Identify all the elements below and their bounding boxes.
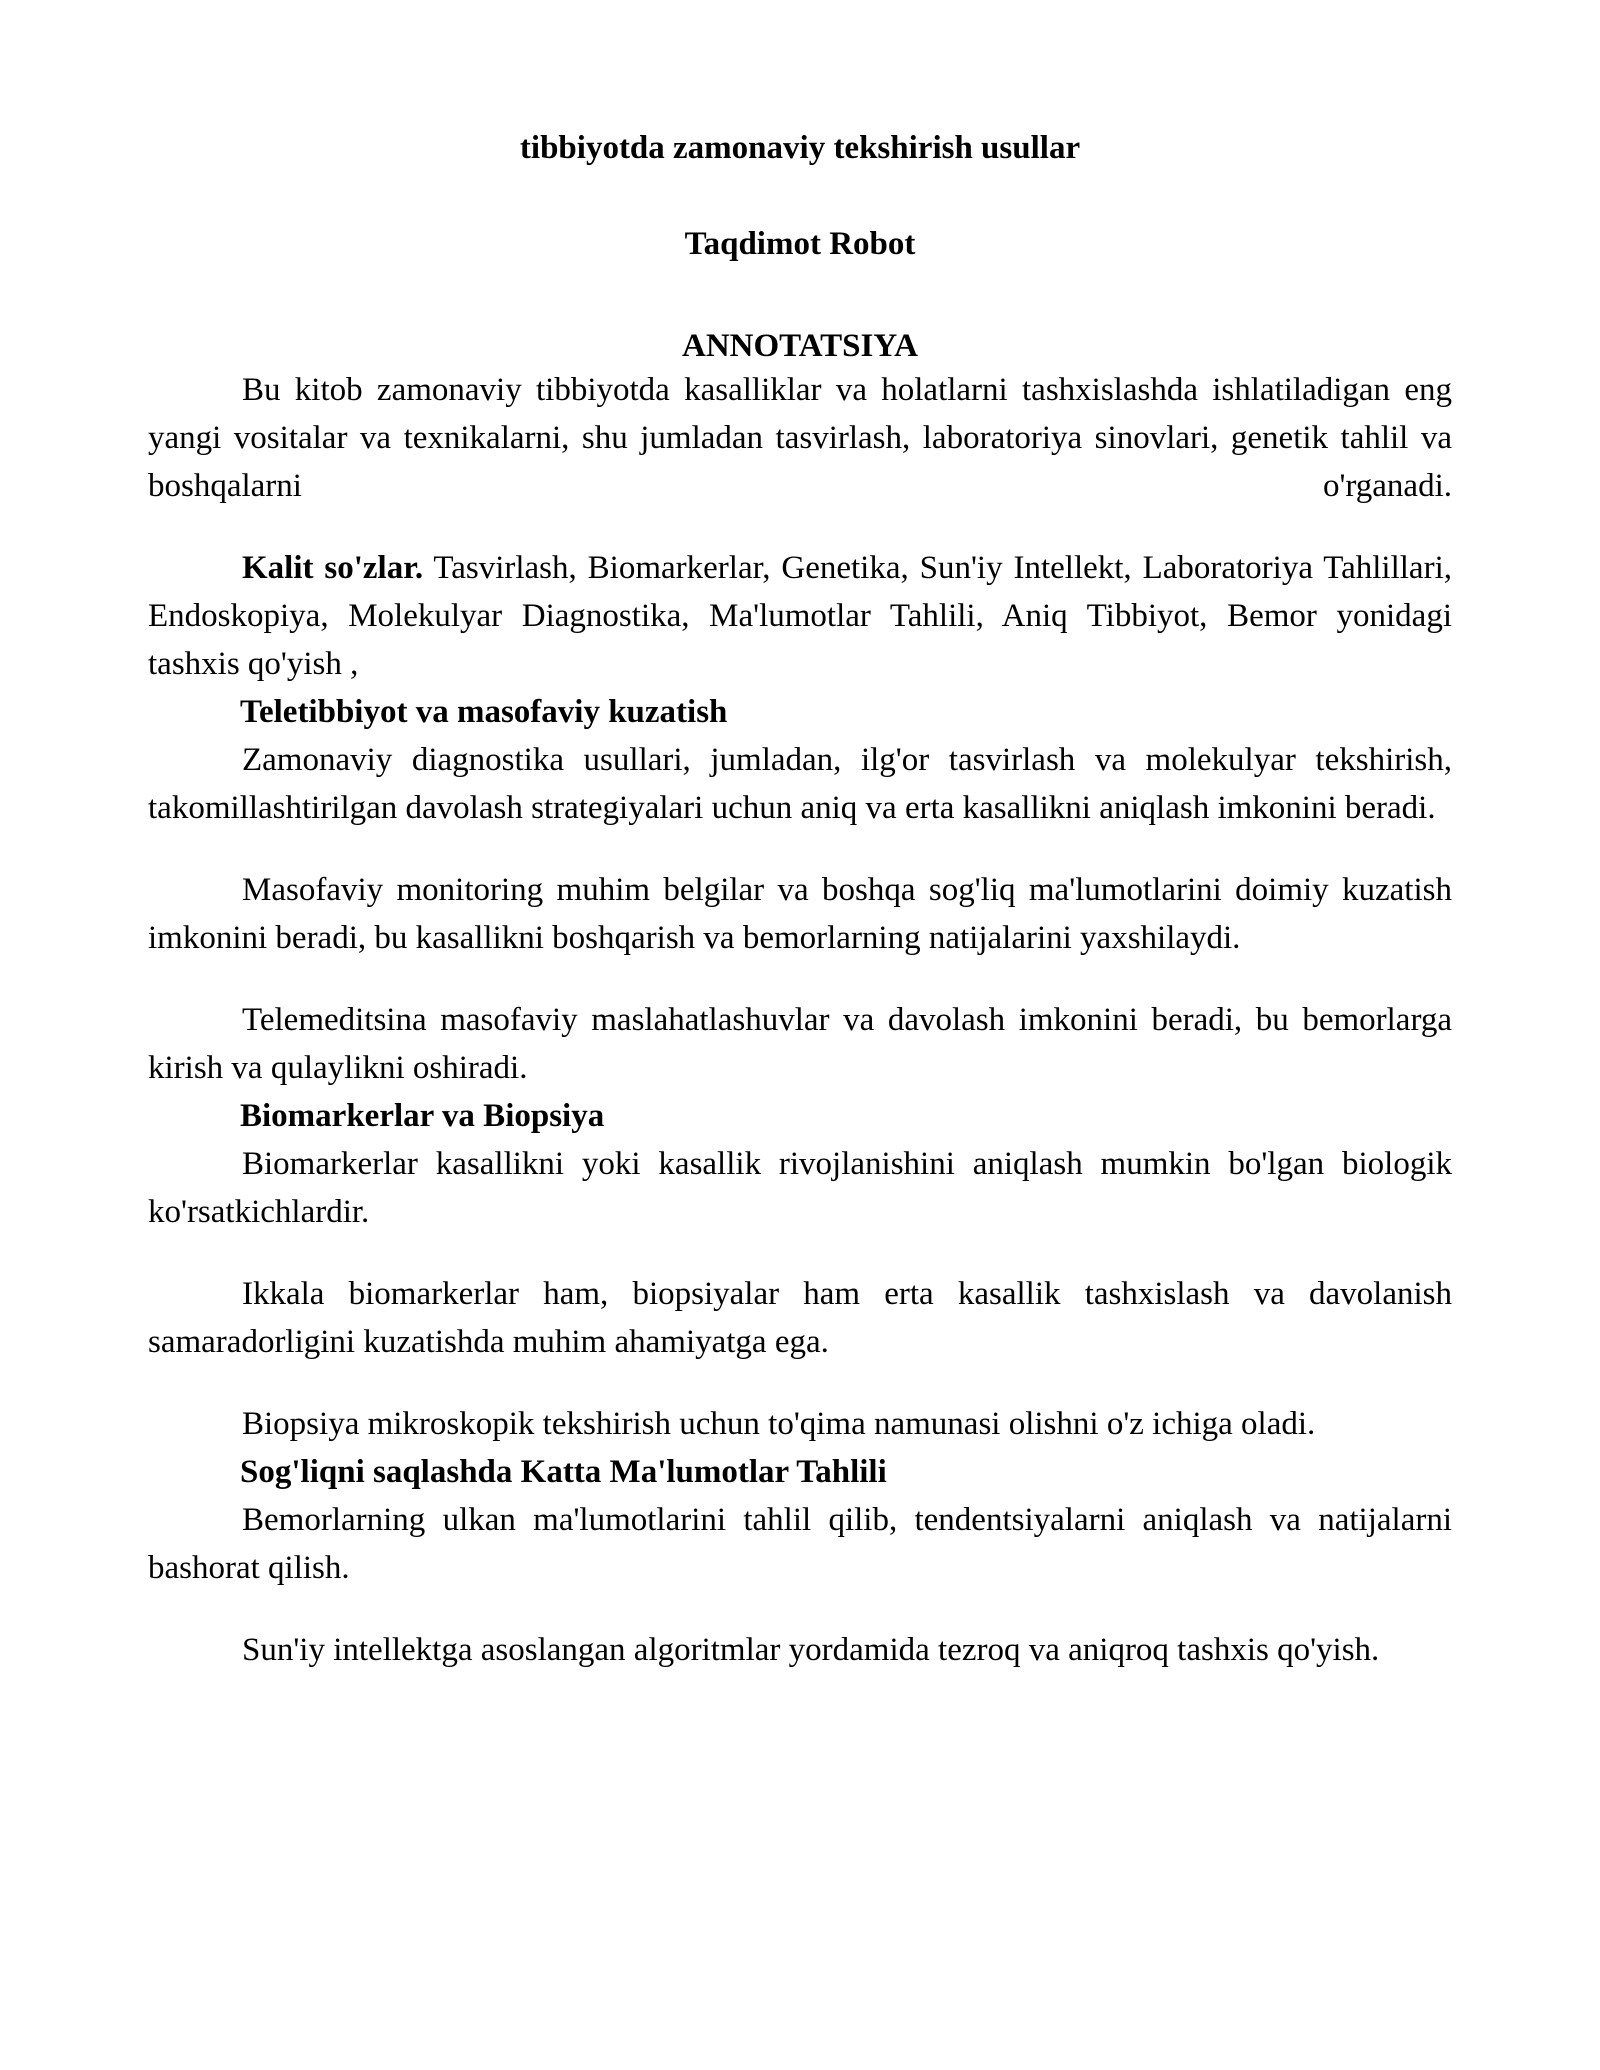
document-title: tibbiyotda zamonaviy tekshirish usullar bbox=[519, 130, 1081, 166]
section-paragraph: Biomarkerlar kasallikni yoki kasallik rivojlanishini aniqlash mumkin bo'lgan biologik ko'rsatkichlardir. bbox=[148, 1146, 1452, 1230]
section-heading-biomarkerlar: Biomarkerlar va Biopsiya bbox=[240, 1098, 605, 1134]
keywords-list: Tasvirlash, Biomarkerlar, Genetika, Sun'iy Intellekt, Laboratoriya Tahlillari, Endoskopiya, Molekulyar Diagnostika, Ma'lumotlar Tahlili, Aniq Tibbiyot, Bemor yonidagi tashxis qo'yish , bbox=[148, 550, 1452, 682]
section-paragraph: Biopsiya mikroskopik tekshirish uchun to'qima namunasi olishni o'z ichiga oladi. bbox=[242, 1406, 1316, 1442]
section-paragraph: Ikkala biomarkerlar ham, biopsiyalar ham erta kasallik tashxislash va davolanish samaradorligini kuzatishda muhim ahamiyatga ega. bbox=[148, 1276, 1452, 1360]
section-paragraph: Zamonaviy diagnostika usullari, jumladan, ilg'or tasvirlash va molekulyar tekshirish, takomillashtirilgan davolash strategiyalari uchun aniq va erta kasallikni aniqlash imkonini beradi. bbox=[148, 742, 1452, 826]
section-paragraph: Bemorlarning ulkan ma'lumotlarini tahlil qilib, tendentsiyalarni aniqlash va natijalarni bashorat qilish. bbox=[148, 1502, 1452, 1586]
annotation-heading: ANNOTATSIYA bbox=[682, 328, 918, 364]
section-heading-teletibbiyot: Teletibbiyot va masofaviy kuzatish bbox=[240, 694, 728, 730]
keywords-label: Kalit so'zlar. bbox=[242, 550, 424, 586]
annotation-paragraph: Bu kitob zamonaviy tibbiyotda kasalliklar va holatlarni tashxislashda ishlatiladigan eng yangi vositalar va texnikalarni, shu jumladan tasvirlash, laboratoriya sinovlari, genetik tahlil va boshqalarni o'rganadi. bbox=[148, 372, 1452, 504]
document-author: Taqdimot Robot bbox=[684, 226, 916, 262]
section-paragraph: Masofaviy monitoring muhim belgilar va boshqa sog'liq ma'lumotlarini doimiy kuzatish imkonini beradi, bu kasallikni boshqarish va bemorlarning natijalarini yaxshilaydi. bbox=[148, 872, 1452, 956]
section-heading-katta-malumotlar: Sog'liqni saqlashda Katta Ma'lumotlar Tahlili bbox=[240, 1454, 887, 1490]
section-paragraph: Telemeditsina masofaviy maslahatlashuvlar va davolash imkonini beradi, bu bemorlarga kirish va qulaylikni oshiradi. bbox=[148, 1002, 1452, 1086]
keywords-paragraph bbox=[148, 544, 1452, 688]
section-paragraph: Sun'iy intellektga asoslangan algoritmlar yordamida tezroq va aniqroq tashxis qo'yish. bbox=[242, 1632, 1380, 1668]
